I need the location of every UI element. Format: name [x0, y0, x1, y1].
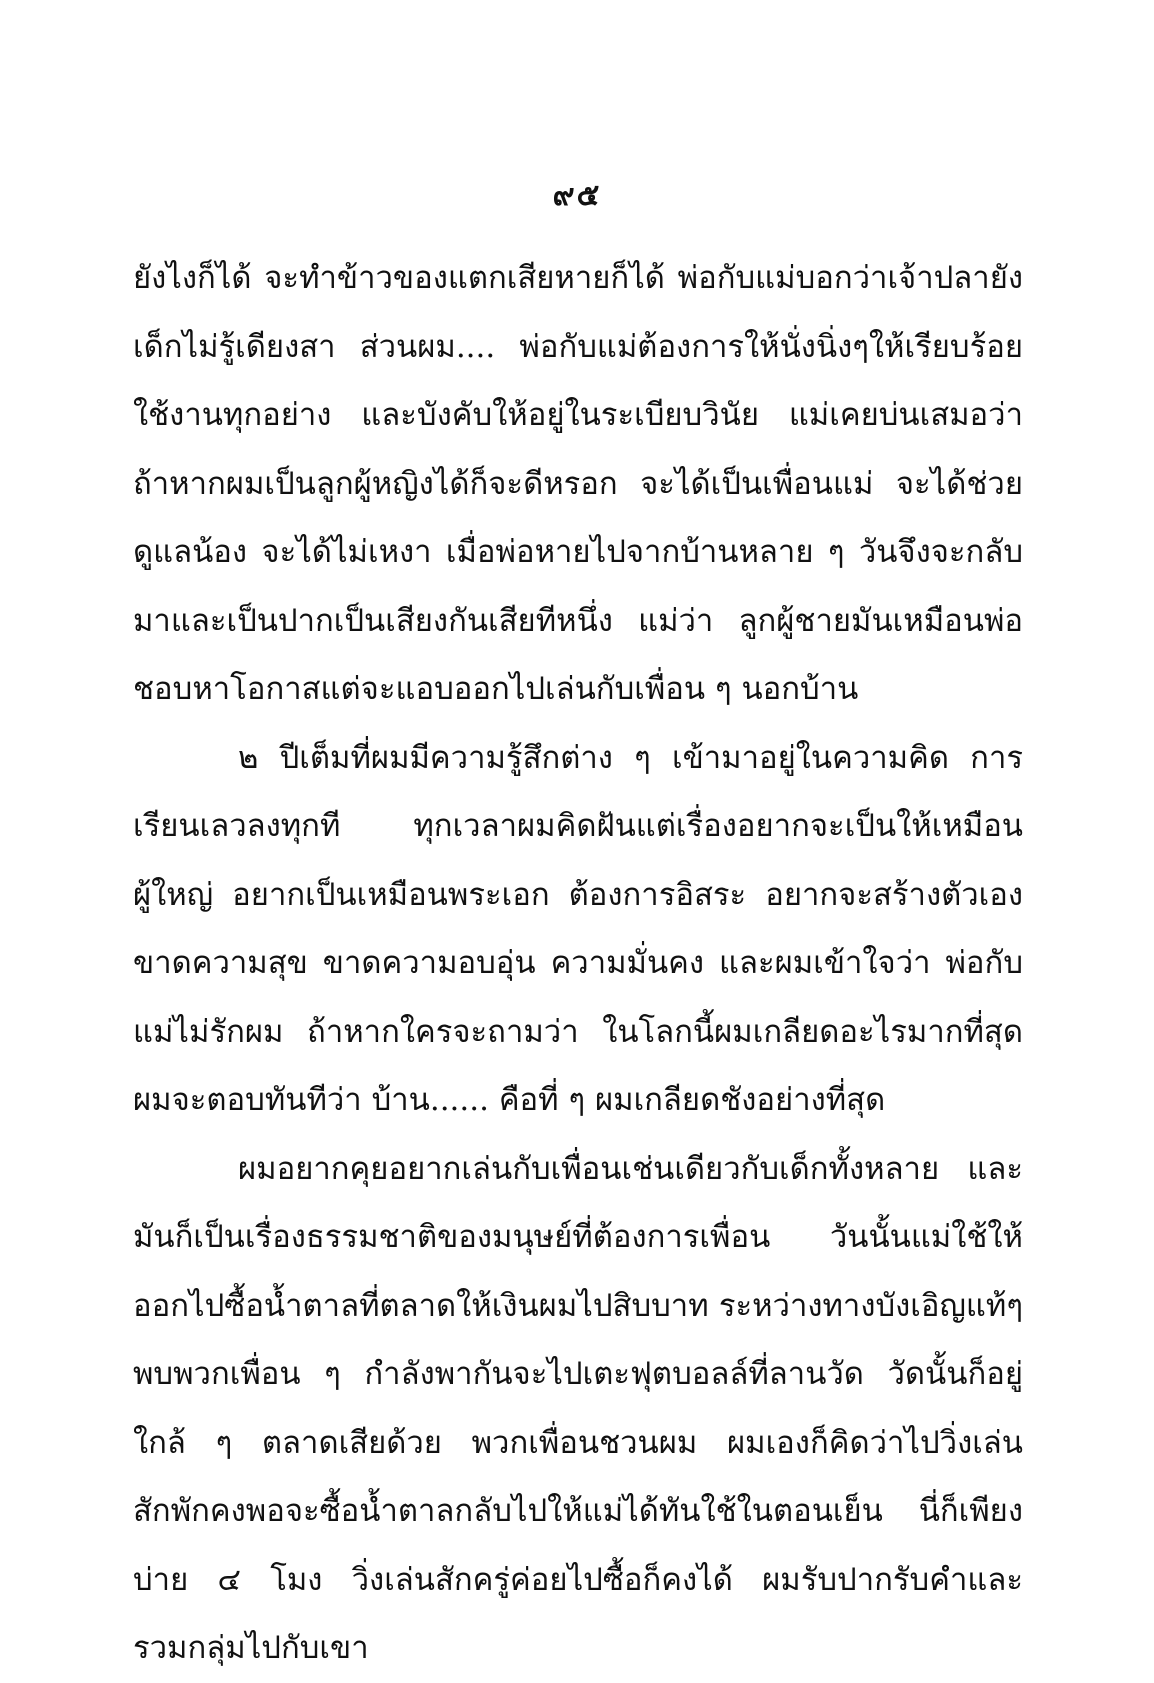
- text-line: สักพักคงพอจะซื้อน้ำตาลกลับไปให้แม่ได้ทันใช้ในตอนเย็น นี่ก็เพียง: [133, 1493, 1023, 1529]
- text-line: มาและเป็นปากเป็นเสียงกันเสียทีหนึ่ง แม่ว่า ลูกผู้ชายมันเหมือนพ่อ: [133, 602, 1023, 639]
- text-line: ผู้ใหญ่ อยากเป็นเหมือนพระเอก ต้องการอิสระ อยากจะสร้างตัวเอง: [133, 876, 1023, 913]
- text-line: มันก็เป็นเรื่องธรรมชาติของมนุษย์ที่ต้องการเพื่อน วันนั้นแม่ใช้ให้: [133, 1219, 1023, 1255]
- body-text: [133, 244, 1023, 1683]
- text-line: ผมจะตอบทันทีว่า บ้าน...... คือที่ ๆ ผมเกลียดชังอย่างที่สุด: [133, 1082, 886, 1118]
- text-line: ขาดความสุข ขาดความอบอุ่น ความมั่นคง และผมเข้าใจว่า พ่อกับ: [133, 945, 1023, 981]
- text-line: ยังไงก็ได้ จะทำข้าวของแตกเสียหายก็ได้ พ่อกับแม่บอกว่าเจ้าปลายัง: [133, 260, 1023, 296]
- text-line: ๒ ปีเต็มที่ผมมีความรู้สึกต่าง ๆ เข้ามาอยู่ในความคิด การ: [238, 739, 1023, 776]
- text-line: รวมกลุ่มไปกับเขา: [133, 1630, 369, 1666]
- text-line: ออกไปซื้อน้ำตาลที่ตลาดให้เงินผมไปสิบบาท ระหว่างทางบังเอิญแท้ๆ: [133, 1287, 1023, 1324]
- text-line: ใช้งานทุกอย่าง และบังคับให้อยู่ในระเบียบวินัย แม่เคยบ่นเสมอว่า: [133, 397, 1023, 433]
- text-line: พบพวกเพื่อน ๆ กำลังพากันจะไปเตะฟุตบอลล์ที่ลานวัด วัดนั้นก็อยู่: [133, 1356, 1023, 1392]
- text-line: ชอบหาโอกาสแต่จะแอบออกไปเล่นกับเพื่อน ๆ นอกบ้าน: [133, 671, 859, 707]
- text-line: แม่ไม่รักผม ถ้าหากใครจะถามว่า ในโลกนี้ผมเกลียดอะไรมากที่สุด: [133, 1013, 1023, 1050]
- text-line: ผมอยากคุยอยากเล่นกับเพื่อนเช่นเดียวกับเด็กทั้งหลาย และ: [238, 1150, 1023, 1187]
- text-line: ถ้าหากผมเป็นลูกผู้หญิงได้ก็จะดีหรอก จะได้เป็นเพื่อนแม่ จะได้ช่วย: [133, 465, 1023, 502]
- text-line: บ่าย ๔ โมง วิ่งเล่นสักครู่ค่อยไปซื้อก็คงได้ ผมรับปากรับคำและ: [133, 1561, 1023, 1598]
- text-line: ใกล้ ๆ ตลาดเสียด้วย พวกเพื่อนชวนผม ผมเองก็คิดว่าไปวิ่งเล่น: [133, 1424, 1023, 1461]
- page-number: ๙๕: [552, 178, 602, 213]
- text-line: ดูแลน้อง จะได้ไม่เหงา เมื่อพ่อหายไปจากบ้านหลาย ๆ วันจึงจะกลับ: [133, 534, 1023, 570]
- text-line: เด็กไม่รู้เดียงสา ส่วนผม.... พ่อกับแม่ต้องการให้นั่งนิ่งๆให้เรียบร้อย: [133, 328, 1023, 365]
- text-line: เรียนเลวลงทุกที ทุกเวลาผมคิดฝันแต่เรื่องอยากจะเป็นให้เหมือน: [133, 808, 1023, 844]
